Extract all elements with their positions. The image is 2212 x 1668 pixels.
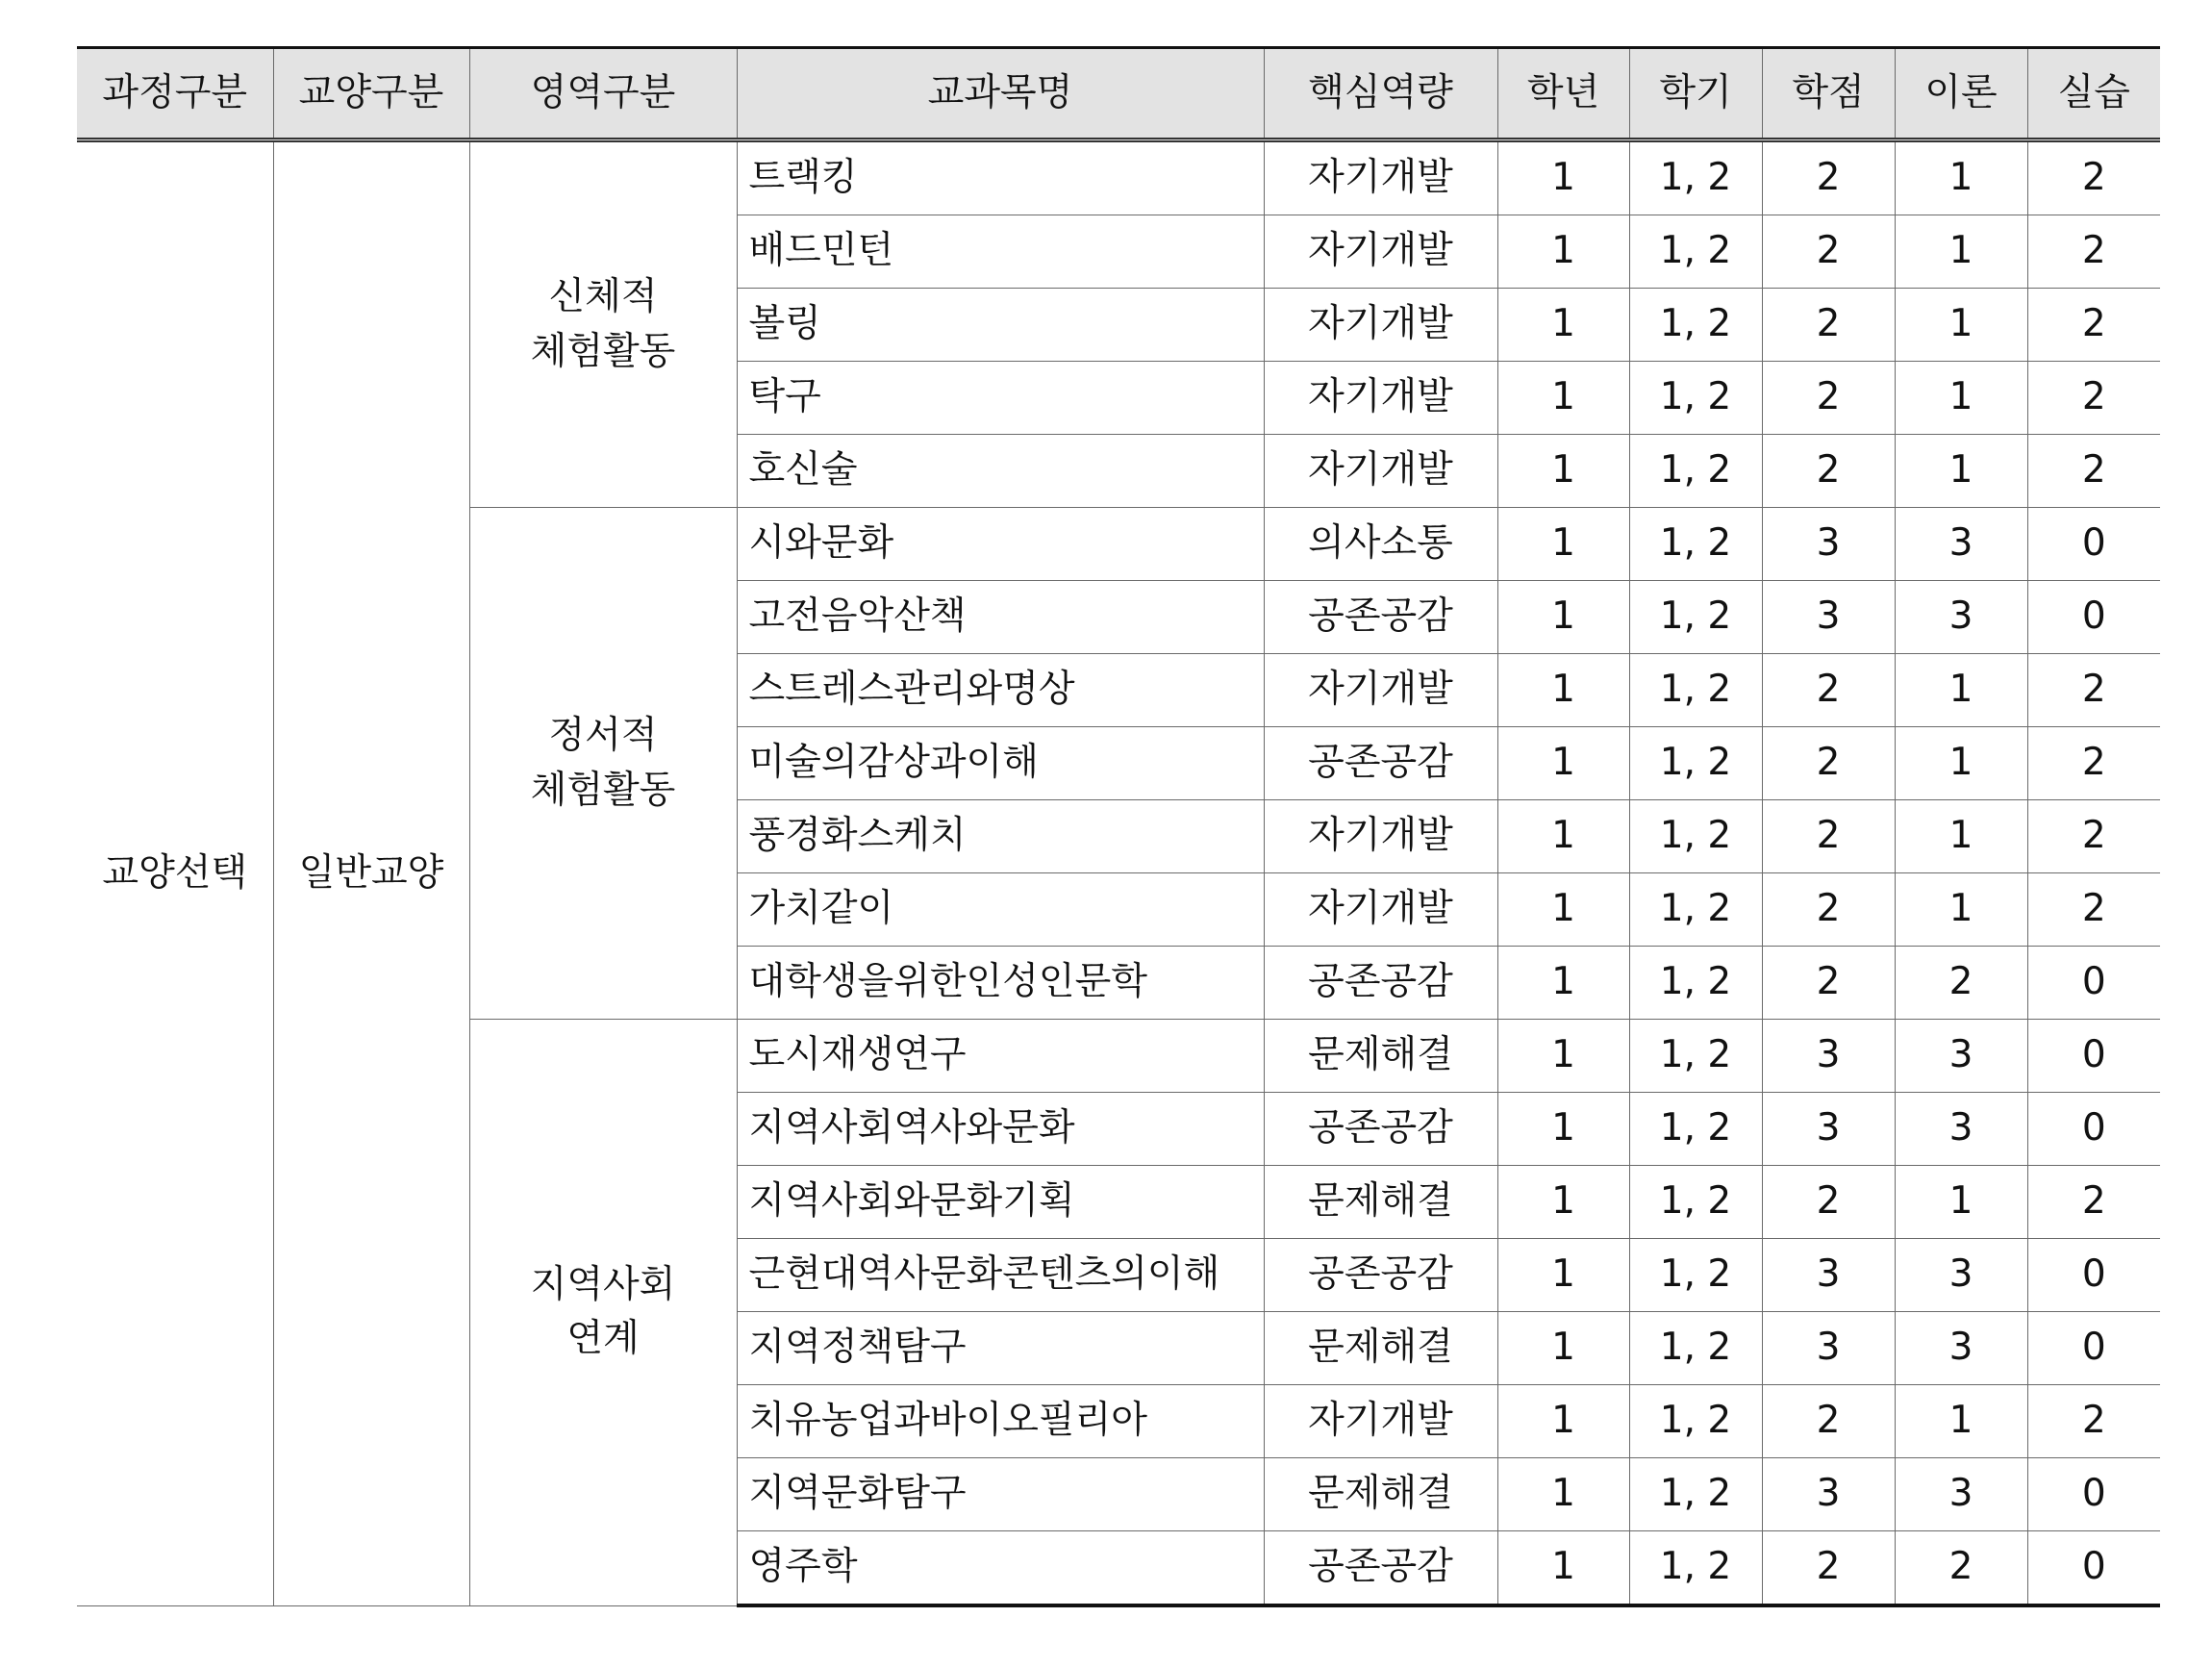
year-cell: 1 [1497,140,1629,215]
semester-cell: 1, 2 [1629,1531,1762,1606]
area-name-line: 연계 [566,1317,640,1361]
year-cell: 1 [1497,947,1629,1020]
theory-cell: 1 [1895,289,2027,362]
practice-cell: 0 [2027,1531,2160,1606]
competency-cell: 공존공감 [1264,1239,1497,1312]
year-cell: 1 [1497,1093,1629,1166]
competency-cell: 공존공감 [1264,947,1497,1020]
theory-cell: 1 [1895,654,2027,727]
course-name-cell: 대학생을위한인성인문학 [737,947,1264,1020]
header-cell: 학점 [1762,48,1895,140]
competency-cell: 자기개발 [1264,140,1497,215]
credit-cell: 2 [1762,1531,1895,1606]
credit-cell: 3 [1762,1020,1895,1093]
credit-cell: 3 [1762,1312,1895,1385]
year-cell: 1 [1497,873,1629,947]
header-row [77,48,2160,140]
theory-cell: 1 [1895,435,2027,508]
practice-cell: 0 [2027,1020,2160,1093]
practice-cell: 0 [2027,581,2160,654]
semester-cell: 1, 2 [1629,654,1762,727]
course-name-cell: 탁구 [737,362,1264,435]
curriculum-table-container [77,46,2160,1607]
practice-cell: 2 [2027,727,2160,800]
curriculum-table [77,46,2160,1607]
year-cell: 1 [1497,362,1629,435]
competency-cell: 공존공감 [1264,727,1497,800]
course-name-cell: 풍경화스케치 [737,800,1264,873]
year-cell: 1 [1497,1458,1629,1531]
practice-cell: 0 [2027,947,2160,1020]
theory-cell: 1 [1895,1166,2027,1239]
area-name-line: 체험활동 [530,329,676,373]
year-cell: 1 [1497,1239,1629,1312]
table-body [77,140,2160,1606]
header-cell: 학기 [1629,48,1762,140]
theory-cell: 1 [1895,800,2027,873]
competency-cell: 자기개발 [1264,654,1497,727]
year-cell: 1 [1497,435,1629,508]
area-cell [469,1020,737,1606]
semester-cell: 1, 2 [1629,435,1762,508]
year-cell: 1 [1497,1385,1629,1458]
theory-cell: 1 [1895,215,2027,289]
theory-cell: 2 [1895,947,2027,1020]
competency-cell: 공존공감 [1264,581,1497,654]
credit-cell: 2 [1762,140,1895,215]
course-name-cell: 도시재생연구 [737,1020,1264,1093]
table-row [77,140,2160,215]
theory-cell: 3 [1895,1239,2027,1312]
credit-cell: 3 [1762,1239,1895,1312]
credit-cell: 3 [1762,508,1895,581]
credit-cell: 3 [1762,581,1895,654]
practice-cell: 2 [2027,140,2160,215]
theory-cell: 3 [1895,581,2027,654]
semester-cell: 1, 2 [1629,800,1762,873]
practice-cell: 0 [2027,1093,2160,1166]
competency-cell: 문제해결 [1264,1312,1497,1385]
semester-cell: 1, 2 [1629,1093,1762,1166]
year-cell: 1 [1497,215,1629,289]
course-name-cell: 호신술 [737,435,1264,508]
theory-cell: 1 [1895,873,2027,947]
semester-cell: 1, 2 [1629,289,1762,362]
credit-cell: 2 [1762,947,1895,1020]
practice-cell: 2 [2027,654,2160,727]
practice-cell: 0 [2027,1239,2160,1312]
year-cell: 1 [1497,727,1629,800]
course-name-cell: 지역사회역사와문화 [737,1093,1264,1166]
credit-cell: 2 [1762,289,1895,362]
semester-cell: 1, 2 [1629,1239,1762,1312]
course-name-cell: 스트레스관리와명상 [737,654,1264,727]
semester-cell: 1, 2 [1629,215,1762,289]
competency-cell: 자기개발 [1264,873,1497,947]
competency-cell: 자기개발 [1264,800,1497,873]
header-cell: 이론 [1895,48,2027,140]
competency-cell: 의사소통 [1264,508,1497,581]
year-cell: 1 [1497,1312,1629,1385]
course-name-cell: 배드민턴 [737,215,1264,289]
header-cell: 과정구분 [77,48,273,140]
area-name-line: 지역사회 [530,1262,676,1306]
competency-cell: 자기개발 [1264,362,1497,435]
course-name-cell: 가치같이 [737,873,1264,947]
course-name-cell: 미술의감상과이해 [737,727,1264,800]
practice-cell: 2 [2027,289,2160,362]
credit-cell: 2 [1762,215,1895,289]
course-name-cell: 근현대역사문화콘텐츠의이해 [737,1239,1264,1312]
course-name-cell: 볼링 [737,289,1264,362]
theory-cell: 1 [1895,362,2027,435]
semester-cell: 1, 2 [1629,1312,1762,1385]
header-cell: 실습 [2027,48,2160,140]
competency-cell: 공존공감 [1264,1531,1497,1606]
theory-cell: 1 [1895,727,2027,800]
credit-cell: 3 [1762,1458,1895,1531]
course-type-cell: 교양선택 [77,140,273,1606]
course-name-cell: 지역정책탐구 [737,1312,1264,1385]
semester-cell: 1, 2 [1629,873,1762,947]
theory-cell: 2 [1895,1531,2027,1606]
year-cell: 1 [1497,508,1629,581]
competency-cell: 자기개발 [1264,215,1497,289]
competency-cell: 자기개발 [1264,1385,1497,1458]
semester-cell: 1, 2 [1629,140,1762,215]
theory-cell: 3 [1895,1458,2027,1531]
semester-cell: 1, 2 [1629,1166,1762,1239]
semester-cell: 1, 2 [1629,508,1762,581]
header-cell: 핵심역량 [1264,48,1497,140]
year-cell: 1 [1497,289,1629,362]
theory-cell: 3 [1895,508,2027,581]
theory-cell: 3 [1895,1020,2027,1093]
practice-cell: 2 [2027,435,2160,508]
semester-cell: 1, 2 [1629,362,1762,435]
header-cell: 영역구분 [469,48,737,140]
practice-cell: 0 [2027,508,2160,581]
course-name-cell: 치유농업과바이오필리아 [737,1385,1264,1458]
competency-cell: 자기개발 [1264,289,1497,362]
header-cell: 교양구분 [273,48,469,140]
course-name-cell: 지역문화탐구 [737,1458,1264,1531]
year-cell: 1 [1497,1531,1629,1606]
header-cell: 학년 [1497,48,1629,140]
practice-cell: 2 [2027,800,2160,873]
credit-cell: 3 [1762,1093,1895,1166]
year-cell: 1 [1497,1166,1629,1239]
course-name-cell: 고전음악산책 [737,581,1264,654]
practice-cell: 0 [2027,1458,2160,1531]
competency-cell: 공존공감 [1264,1093,1497,1166]
practice-cell: 2 [2027,873,2160,947]
course-name-cell: 트랙킹 [737,140,1264,215]
year-cell: 1 [1497,581,1629,654]
competency-cell: 문제해결 [1264,1166,1497,1239]
year-cell: 1 [1497,1020,1629,1093]
practice-cell: 2 [2027,1385,2160,1458]
credit-cell: 2 [1762,800,1895,873]
theory-cell: 1 [1895,140,2027,215]
practice-cell: 2 [2027,215,2160,289]
credit-cell: 2 [1762,362,1895,435]
area-name-line: 정서적 [548,713,658,757]
credit-cell: 2 [1762,654,1895,727]
course-name-cell: 지역사회와문화기획 [737,1166,1264,1239]
area-name-line: 신체적 [548,274,658,318]
liberal-type-cell: 일반교양 [273,140,469,1606]
practice-cell: 0 [2027,1312,2160,1385]
credit-cell: 2 [1762,1166,1895,1239]
course-name-cell: 영주학 [737,1531,1264,1606]
competency-cell: 자기개발 [1264,435,1497,508]
credit-cell: 2 [1762,727,1895,800]
semester-cell: 1, 2 [1629,1458,1762,1531]
course-name-cell: 시와문화 [737,508,1264,581]
semester-cell: 1, 2 [1629,727,1762,800]
theory-cell: 3 [1895,1312,2027,1385]
credit-cell: 2 [1762,1385,1895,1458]
header-cell: 교과목명 [737,48,1264,140]
competency-cell: 문제해결 [1264,1458,1497,1531]
year-cell: 1 [1497,654,1629,727]
year-cell: 1 [1497,800,1629,873]
theory-cell: 3 [1895,1093,2027,1166]
area-cell [469,140,737,508]
area-cell [469,508,737,1020]
area-name-line: 체험활동 [530,768,676,812]
practice-cell: 2 [2027,362,2160,435]
practice-cell: 2 [2027,1166,2160,1239]
semester-cell: 1, 2 [1629,1385,1762,1458]
credit-cell: 2 [1762,873,1895,947]
semester-cell: 1, 2 [1629,581,1762,654]
semester-cell: 1, 2 [1629,947,1762,1020]
competency-cell: 문제해결 [1264,1020,1497,1093]
semester-cell: 1, 2 [1629,1020,1762,1093]
credit-cell: 2 [1762,435,1895,508]
theory-cell: 1 [1895,1385,2027,1458]
